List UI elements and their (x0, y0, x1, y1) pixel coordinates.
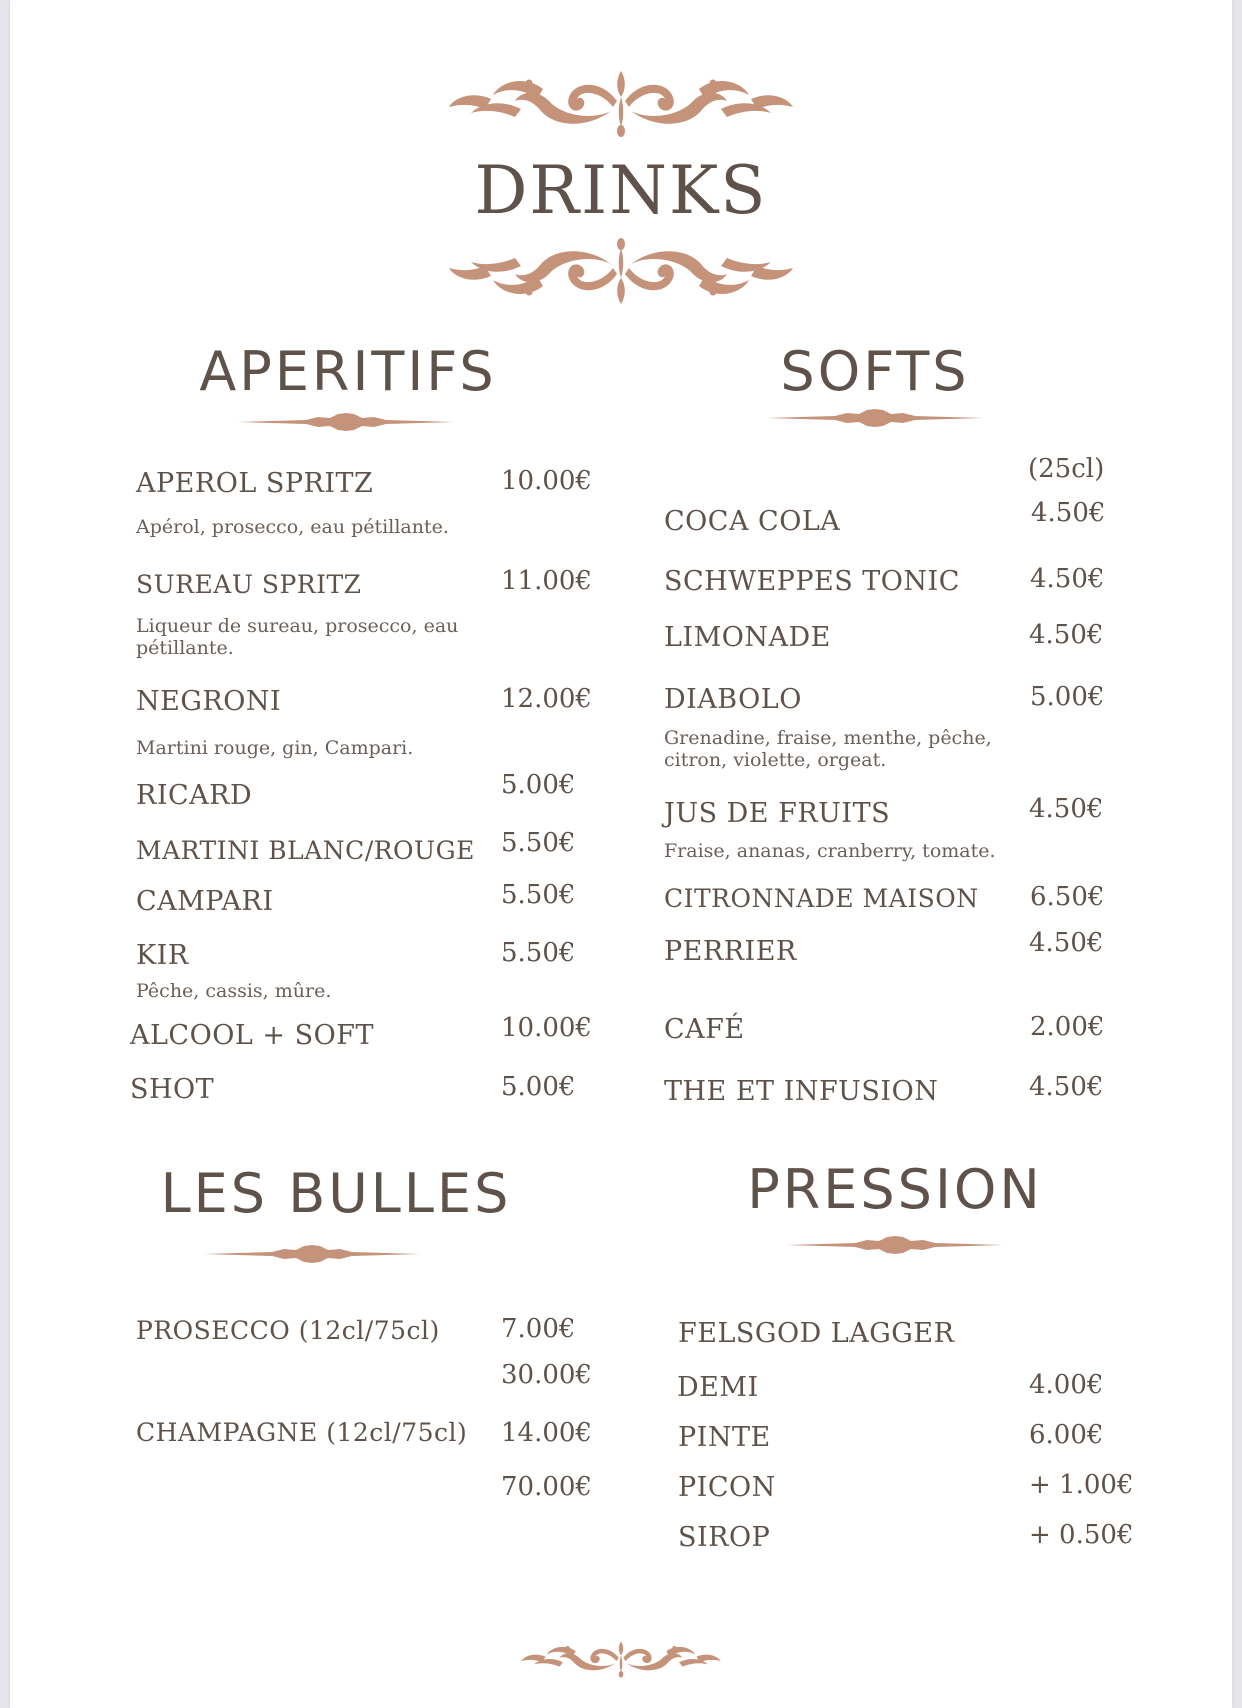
pression-divider-icon (895, 1245, 896, 1246)
page-title: DRINKS (474, 152, 768, 229)
aperitif-price: 10.00€ (501, 466, 592, 496)
soft-price: 6.50€ (1030, 882, 1105, 912)
soft-price: 4.50€ (1029, 1072, 1104, 1102)
soft-price: 4.50€ (1029, 928, 1104, 958)
softs-divider-icon (875, 418, 876, 419)
aperitif-price: 5.00€ (501, 1072, 576, 1102)
aperitif-price: 11.00€ (501, 566, 592, 596)
bulles-name: PROSECCO (12cl/75cl) (136, 1316, 440, 1345)
bottom-flourish-icon (621, 270, 622, 271)
bulles-divider-icon (312, 1254, 313, 1255)
softs-volume-note: (25cl) (1028, 454, 1105, 484)
aperitif-name: SHOT (130, 1074, 215, 1105)
soft-name: DIABOLO (664, 684, 802, 715)
soft-price: 4.50€ (1030, 564, 1105, 594)
soft-price: 2.00€ (1030, 1012, 1105, 1042)
bulles-price-glass: 7.00€ (501, 1314, 576, 1344)
aperitif-name: APEROL SPRITZ (136, 468, 374, 499)
bulles-heading: LES BULLES (160, 1162, 512, 1225)
soft-name: COCA COLA (664, 506, 841, 537)
soft-name: PERRIER (664, 936, 797, 967)
aperitif-description: Martini rouge, gin, Campari. (136, 737, 414, 759)
bulles-price-bottle: 70.00€ (501, 1472, 592, 1502)
aperitifs-heading: APERITIFS (199, 340, 497, 403)
footer-flourish-icon (621, 1660, 622, 1661)
pression-name: DEMI (677, 1372, 759, 1403)
pression-name: SIROP (678, 1522, 771, 1553)
aperitif-price: 5.50€ (501, 828, 576, 858)
soft-price: 4.50€ (1029, 620, 1104, 650)
softs-heading: SOFTS (780, 340, 970, 403)
pression-heading: PRESSION (747, 1158, 1043, 1221)
aperitif-name: RICARD (136, 780, 253, 811)
pression-price: + 0.50€ (1029, 1520, 1134, 1550)
bulles-name: CHAMPAGNE (12cl/75cl) (136, 1418, 468, 1447)
soft-price: 4.50€ (1031, 498, 1106, 528)
soft-name: THE ET INFUSION (664, 1076, 939, 1107)
aperitif-description: Pêche, cassis, mûre. (136, 980, 332, 1002)
aperitif-name: NEGRONI (136, 686, 282, 717)
soft-price: 5.00€ (1030, 682, 1105, 712)
pression-name: PINTE (678, 1422, 771, 1453)
aperitif-price: 5.50€ (501, 938, 576, 968)
aperitif-name: CAMPARI (136, 886, 274, 917)
aperitif-price: 10.00€ (501, 1013, 592, 1043)
aperitif-name: MARTINI BLANC/ROUGE (136, 836, 475, 865)
aperitifs-divider-icon (346, 422, 347, 423)
pression-price: + 1.00€ (1029, 1470, 1134, 1500)
bulles-price-bottle: 30.00€ (501, 1360, 592, 1390)
aperitif-name: SUREAU SPRITZ (136, 570, 362, 599)
soft-name: JUS DE FRUITS (664, 798, 891, 829)
soft-name: CITRONNADE MAISON (664, 884, 979, 913)
pression-price: 6.00€ (1029, 1420, 1104, 1450)
aperitif-description: Apérol, prosecco, eau pétillante. (136, 516, 449, 538)
soft-name: CAFÉ (664, 1014, 745, 1045)
soft-description: Fraise, ananas, cranberry, tomate. (664, 840, 996, 862)
pression-beer-name: FELSGOD LAGGER (678, 1318, 955, 1349)
pression-name: PICON (678, 1472, 776, 1503)
bulles-price-glass: 14.00€ (501, 1418, 592, 1448)
pression-price: 4.00€ (1029, 1370, 1104, 1400)
soft-name: SCHWEPPES TONIC (664, 566, 960, 597)
aperitif-name: KIR (136, 940, 189, 971)
soft-description: Grenadine, fraise, menthe, pêche, citron, violette, orgeat. (664, 727, 992, 771)
aperitif-description: Liqueur de sureau, prosecco, eau pétillante. (136, 615, 459, 659)
top-flourish-icon (621, 105, 622, 106)
aperitif-price: 5.50€ (501, 880, 576, 910)
soft-name: LIMONADE (664, 622, 831, 653)
aperitif-price: 12.00€ (501, 684, 592, 714)
aperitif-price: 5.00€ (501, 770, 576, 800)
soft-price: 4.50€ (1029, 794, 1104, 824)
aperitif-name: ALCOOL + SOFT (130, 1020, 374, 1051)
